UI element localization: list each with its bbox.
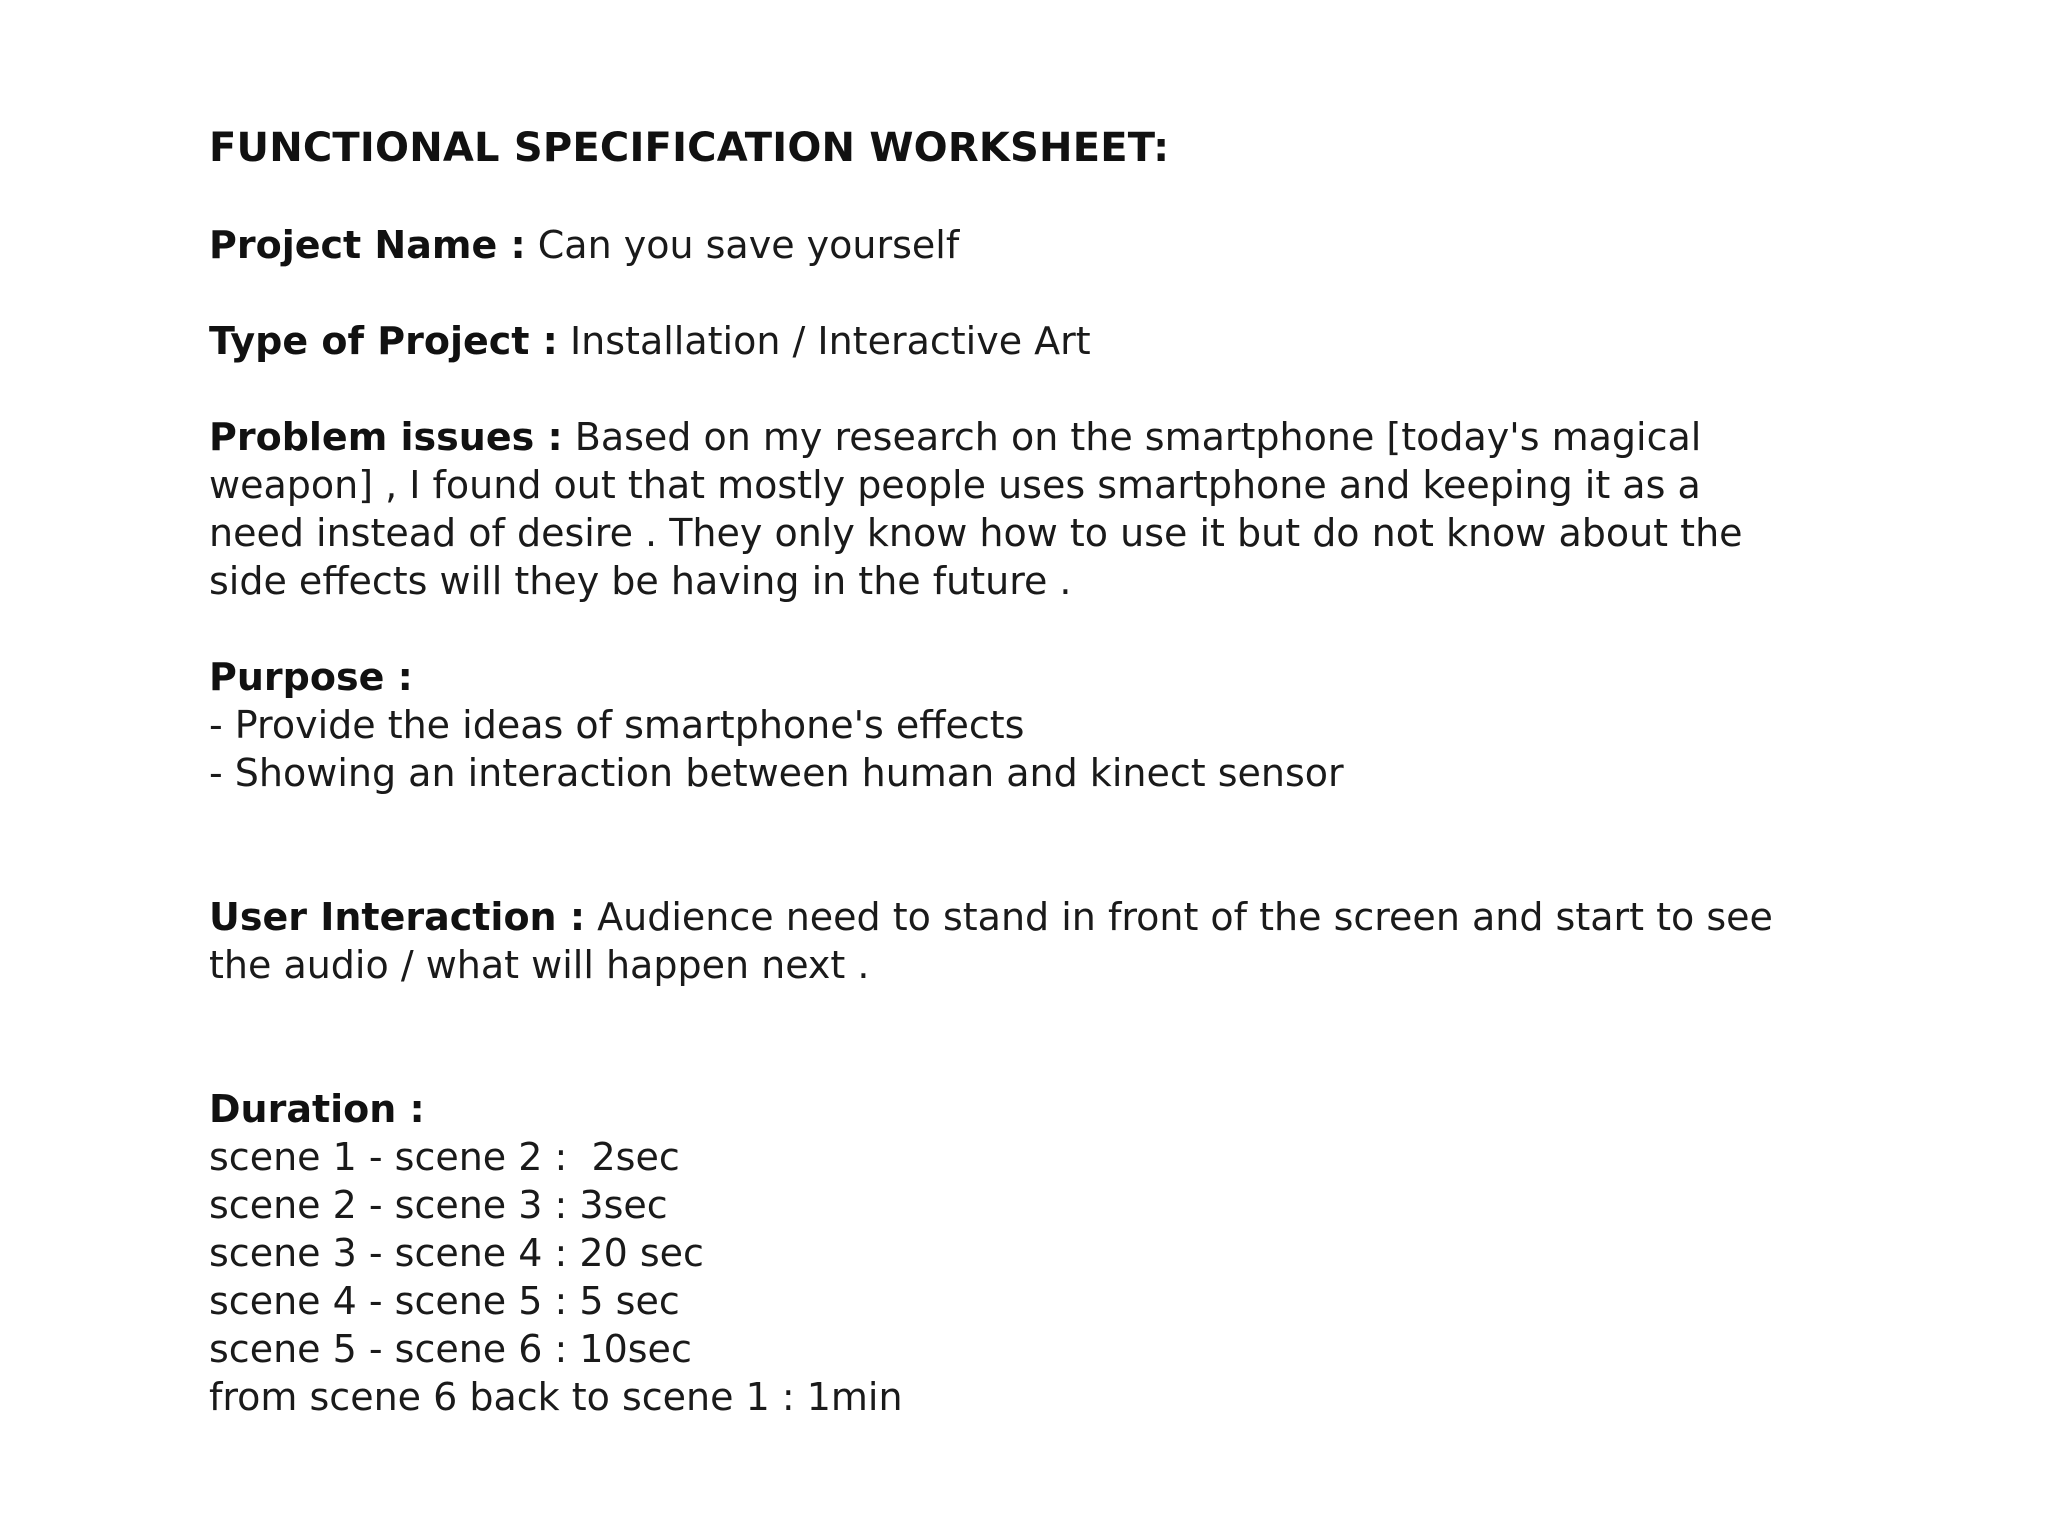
duration-heading [209,1085,1869,1133]
purpose-heading [209,653,1869,701]
project-name-value: Can you save yourself [537,223,960,267]
spacer [209,269,1869,317]
user-interaction-label: User Interaction : [209,895,586,939]
problem-issues-label: Problem issues : [209,415,563,459]
purpose-list [209,701,1869,797]
user-interaction-line-2: the audio / what will happen next . [209,943,870,987]
duration-section [209,1085,1869,1421]
duration-item: scene 4 - scene 5 : 5 sec [209,1279,680,1323]
worksheet-document [209,118,1869,1421]
duration-list [209,1133,1869,1421]
duration-item: scene 3 - scene 4 : 20 sec [209,1231,704,1275]
project-name-field [209,221,1869,269]
spacer [209,605,1869,653]
user-interaction-line-1 [209,893,1869,941]
type-of-project-label: Type of Project : [209,319,558,363]
duration-item: from scene 6 back to scene 1 : 1min [209,1375,903,1419]
purpose-item: - Showing an interaction between human and kinect sensor [209,751,1344,795]
problem-issues-line-3: need instead of desire . They only know how to use it but do not know about the [209,511,1743,555]
duration-item: scene 2 - scene 3 : 3sec [209,1183,668,1227]
purpose-label: Purpose : [209,655,413,699]
project-name-label: Project Name : [209,223,526,267]
type-of-project-value: Installation / Interactive Art [569,319,1091,363]
user-interaction-section [209,893,1869,989]
spacer [209,178,1869,221]
problem-issues-line-4: side effects will they be having in the future . [209,559,1072,603]
problem-issues-section [209,413,1869,605]
purpose-section [209,653,1869,797]
worksheet-title: FUNCTIONAL SPECIFICATION WORKSHEET: [209,125,1170,171]
spacer [209,365,1869,413]
duration-item: scene 1 - scene 2 : 2sec [209,1135,680,1179]
spacer [209,797,1869,893]
problem-issues-line-2: weapon] , I found out that mostly people uses smartphone and keeping it as a [209,463,1701,507]
user-interaction-text: Audience need to stand in front of the screen and start to see [597,895,1773,939]
type-of-project-field [209,317,1869,365]
duration-item: scene 5 - scene 6 : 10sec [209,1327,692,1371]
problem-issues-text: Based on my research on the smartphone [today's magical [574,415,1702,459]
duration-label: Duration : [209,1087,425,1131]
spacer [209,989,1869,1085]
purpose-item: - Provide the ideas of smartphone's effects [209,703,1025,747]
problem-issues-line-1 [209,413,1869,461]
